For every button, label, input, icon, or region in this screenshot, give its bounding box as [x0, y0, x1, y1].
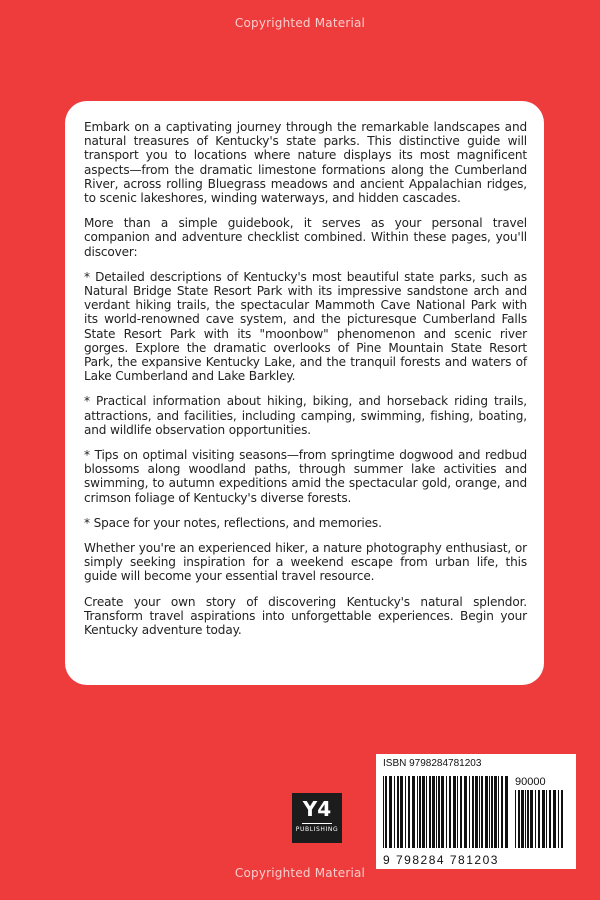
companion-paragraph: More than a simple guidebook, it serves as your personal travel companion and adventure checklist combined. Within these pages, you'll discover: — [84, 216, 527, 259]
price-code: 90000 — [515, 776, 546, 788]
publisher-mark: Y4 — [302, 797, 332, 821]
bullet-notes: * Space for your notes, reflections, and memories. — [84, 515, 382, 530]
bullet-practical: * Practical information about hiking, biking, and horseback riding trails, attractions, and facilities, including camping, swimming, fishing, boating, and wildlife observation opportunities. — [84, 394, 527, 437]
addon-barcode — [515, 790, 565, 848]
watermark-top: Copyrighted Material — [234, 16, 366, 30]
publisher-name: PUBLISHING — [295, 826, 339, 833]
whether-paragraph: Whether you're an experienced hiker, a nature photography enthusiast, or simply seeking inspiration for a weekend escape from urban life, this guide will become your essential travel resource. — [84, 541, 527, 584]
intro-paragraph: Embark on a captivating journey through the remarkable landscapes and natural treasures of Kentucky's state parks. This distinctive guide will transport you to locations where nature displays its most magnificent aspects—from the dramatic limestone formations along the Cumberland River, across rolling Bluegrass meadows and ancient Appalachian ridges, to scenic lakeshores, winding waterways, and hidden cascades. — [84, 120, 527, 206]
closing-paragraph: Create your own story of discovering Kentucky's natural splendor. Transform travel aspirations into unforgettable experiences. Begin your Kentucky adventure today. — [84, 594, 527, 638]
publisher-logo — [292, 793, 342, 843]
bullet-seasons: * Tips on optimal visiting seasons—from springtime dogwood and redbud blossoms along woodland paths, through summer lake activities and swimming, to autumn expeditions amid the spectacular gold, orange, and crimson foliage of Kentucky's diverse forests. — [84, 448, 527, 505]
isbn-label: ISBN 9798284781203 — [383, 758, 482, 769]
watermark-bottom: Copyrighted Material — [234, 866, 366, 880]
ean13-barcode — [383, 776, 509, 848]
logo-divider — [302, 823, 332, 824]
isbn-barcode — [376, 754, 576, 869]
bullet-parks: * Detailed descriptions of Kentucky's most beautiful state parks, such as Natural Bridge State Resort Park with its impressive sandstone arch and verdant hiking trails, the spectacular Mammoth Cave National Park with its world-renowned cave system, and the picturesque Cumberland Falls State Resort Park with its "moonbow" phenomenon and scenic river gorges. Explore the dramatic overlooks of Pine Mountain State Resort Park, the expansive Kentucky Lake, and the tranquil forests and waters of Lake Cumberland and Lake Barkley. — [84, 269, 527, 384]
isbn-digits: 9 798284 781203 — [383, 853, 499, 867]
description-panel — [65, 101, 544, 685]
